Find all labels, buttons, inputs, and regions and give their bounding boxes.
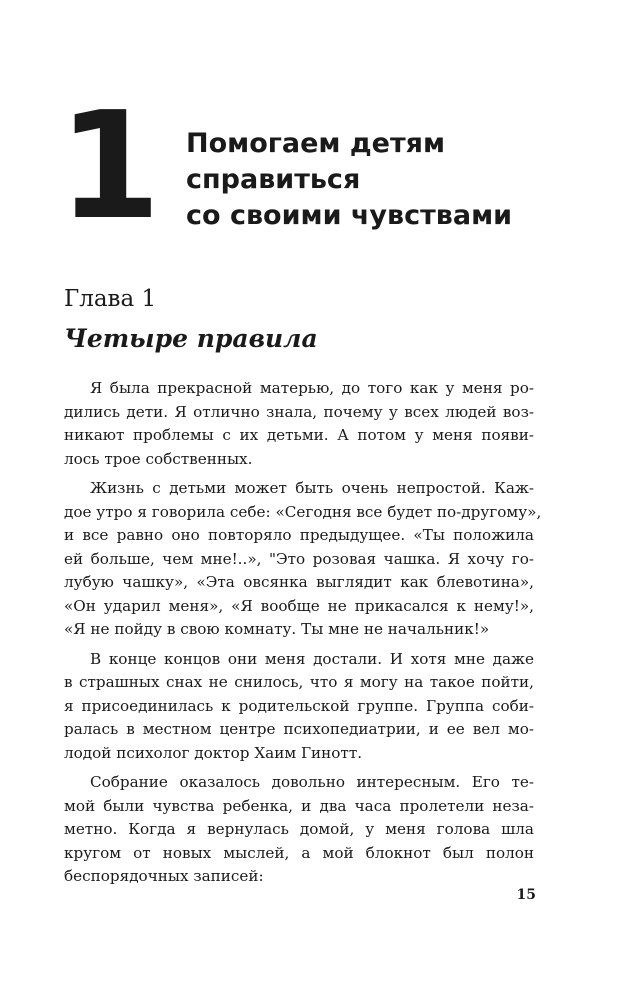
page-number: 15 <box>516 887 536 903</box>
chapter-title: Четыре правила <box>64 324 318 353</box>
part-title <box>186 126 606 234</box>
text-line: беспорядочных записей: <box>64 867 264 885</box>
text-line: лодой психолог доктор Хаим Гинотт. <box>64 743 363 762</box>
text-line: В конце концов они меня достали. И хотя мне даже <box>90 649 534 668</box>
text-line: я присоединилась к родительской группе. Группа соби- <box>64 696 534 715</box>
paragraph <box>64 377 534 471</box>
text-line: никают проблемы с их детьми. А потом у меня появи- <box>64 426 534 444</box>
text-line: «Он ударил меня», «Я вообще не прикасался к нему!», <box>64 596 534 615</box>
paragraph <box>64 771 534 889</box>
paragraph <box>64 648 534 766</box>
text-line: лось трое собственных. <box>64 449 253 468</box>
text-line: лубую чашку», «Эта овсянка выглядит как блевотина», <box>64 573 534 591</box>
paragraph <box>64 477 542 642</box>
text-line: дое утро я говорила себе: «Сегодня все будет по-другому», <box>64 502 542 521</box>
text-line: мой были чувства ребенка, и два часа пролетели неза- <box>64 796 534 815</box>
text-line: дились дети. Я отлично знала, почему у всех людей воз- <box>64 402 534 421</box>
text-line: кругом от новых мыслей, а мой блокнот был полон <box>64 843 534 862</box>
text-line: метно. Когда я вернулась домой, у меня голова шла <box>64 820 534 838</box>
chapter-label: Глава 1 <box>64 286 157 312</box>
text-line: Я была прекрасной матерью, до того как у меня ро- <box>90 379 534 397</box>
text-line: Собрание оказалось довольно интересным. Его те- <box>90 773 534 791</box>
text-line: «Я не пойду в свою комнату. Ты мне не начальник!» <box>64 620 490 638</box>
part-title-line: со своими чувствами <box>186 200 513 231</box>
text-line: ей больше, чем мне!..», "Это розовая чашка. Я хочу го- <box>64 549 534 568</box>
text-line: Жизнь с детьми может быть очень непростой. Каж- <box>90 479 534 497</box>
text-line: в страшных снах не снилось, что я могу на такое пойти, <box>64 673 534 691</box>
part-number: 1 <box>58 80 155 252</box>
part-title-line: Помогаем детям <box>186 128 446 159</box>
text-line: ралась в местном центре психопедиатрии, и ее вел мо- <box>64 720 534 738</box>
part-title-line: справиться <box>186 164 361 195</box>
text-line: и все равно оно повторяло предыдущее. «Ты положила <box>64 526 534 544</box>
